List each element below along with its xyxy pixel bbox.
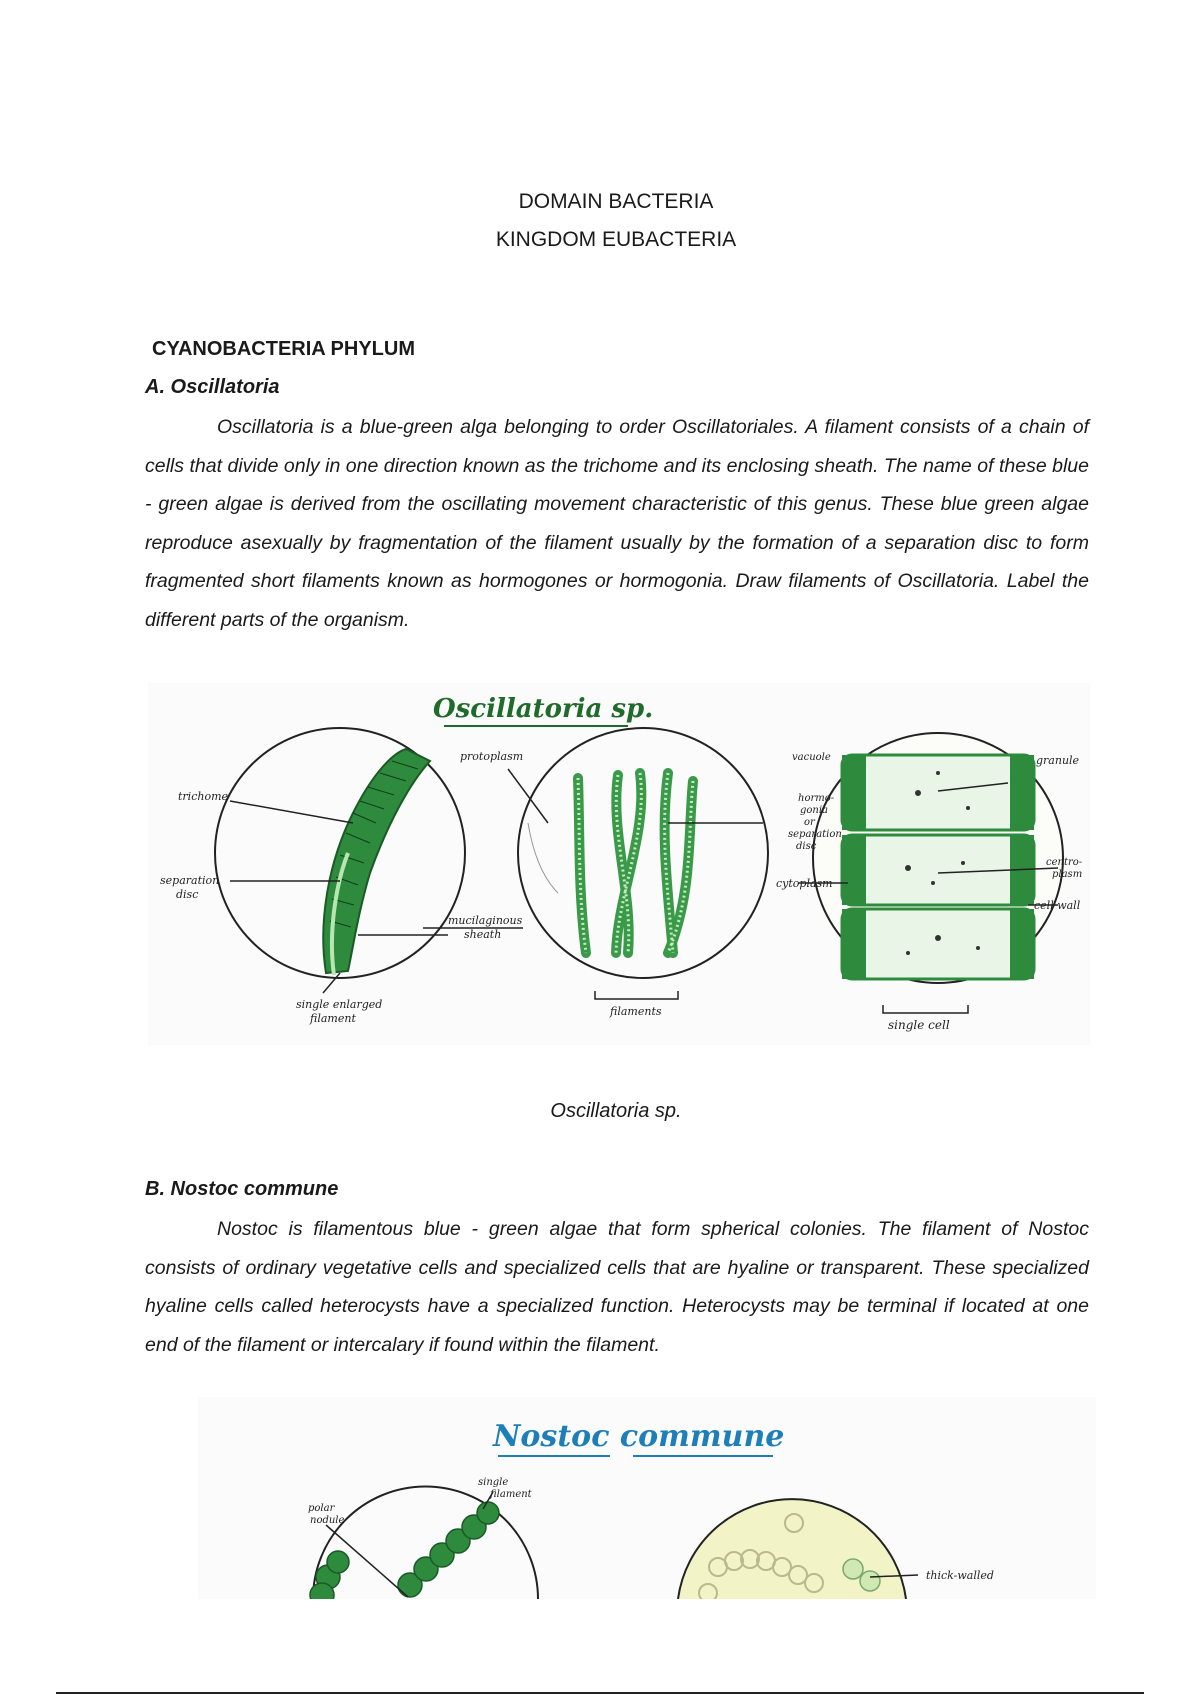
label-centroplasm-2: plasm xyxy=(1052,869,1083,880)
label-single-filament-1: single enlarged xyxy=(296,998,383,1011)
domain-title: DOMAIN BACTERIA xyxy=(518,190,714,213)
section-a-text: Oscillatoria is a blue-green alga belonging to order Oscillatoriales. A filament consists of a chain of cells that divide only in one direction known as the trichome and its enclosing sheath. The name of these blue - green algae is derived from the oscillating movement characteristic of this genus. These blue green algae reproduce asexually by fragmentation of the filament usually by the formation of a separation disc to form fragmented short filaments known as hormogones or hormogonia. Draw filaments of Oscillatoria. Label the different parts of the organism. xyxy=(145,416,1089,631)
bottom-rule xyxy=(56,1692,1144,1694)
label-polar-nodule-1: polar xyxy=(308,1503,335,1514)
label-polar-nodule-2: nodule xyxy=(310,1515,345,1526)
label-hormogonia-5: disc xyxy=(796,841,817,852)
section-a-paragraph xyxy=(145,408,1089,639)
label-granule: granule xyxy=(1036,754,1080,767)
label-filaments: filaments xyxy=(610,1005,662,1018)
section-b-title: B. Nostoc commune xyxy=(145,1178,339,1200)
label-trichome: trichome xyxy=(178,790,229,803)
label-hormogonia-3: or xyxy=(804,817,815,828)
nostoc-figure-title: Nostoc commune xyxy=(493,1419,785,1454)
section-b-paragraph xyxy=(145,1210,1089,1364)
label-mucilaginous-2: sheath xyxy=(464,928,502,941)
oscillatoria-caption: Oscillatoria sp. xyxy=(550,1100,682,1122)
label-hormogonia-1: hormo- xyxy=(798,793,835,804)
phylum-title: CYANOBACTERIA PHYLUM xyxy=(152,338,415,360)
label-protoplasm: protoplasm xyxy=(460,750,524,763)
nostoc-figure xyxy=(198,1397,1096,1599)
label-hormogonia-4: separation xyxy=(788,829,842,840)
label-separation-disc-2: disc xyxy=(176,888,199,901)
section-a-title: A. Oscillatoria xyxy=(145,376,280,398)
label-cytoplasm: cytoplasm xyxy=(776,877,833,890)
label-thick-walled: thick-walled xyxy=(926,1569,994,1582)
label-separation-disc-1: separation xyxy=(160,874,220,887)
kingdom-title: KINGDOM EUBACTERIA xyxy=(495,228,737,251)
label-cell-wall: cell wall xyxy=(1034,899,1081,912)
label-single-filament-b-1: single xyxy=(478,1477,509,1488)
label-single-filament-b-2: filament xyxy=(490,1489,532,1500)
page-header xyxy=(0,183,1200,259)
label-mucilaginous-1: mucilaginous xyxy=(448,914,523,927)
label-hormogonia-2: gonia xyxy=(800,805,829,816)
label-single-cell: single cell xyxy=(888,1018,950,1032)
section-b-text: Nostoc is filamentous blue - green algae that form spherical colonies. The filament of Nostoc consists of ordinary vegetative cells and specialized cells that are hyaline or transparent. These specialized hyaline cells called heterocysts have a specialized function. Heterocysts may be terminal if located at one end of the filament or intercalary if found within the filament. xyxy=(145,1218,1089,1356)
label-single-filament-2: filament xyxy=(310,1012,356,1025)
oscillatoria-figure xyxy=(148,683,1090,1045)
label-vacuole: vacuole xyxy=(792,752,831,763)
label-centroplasm-1: centro- xyxy=(1046,857,1083,868)
oscillatoria-figure-title: Oscillatoria sp. xyxy=(433,694,654,724)
